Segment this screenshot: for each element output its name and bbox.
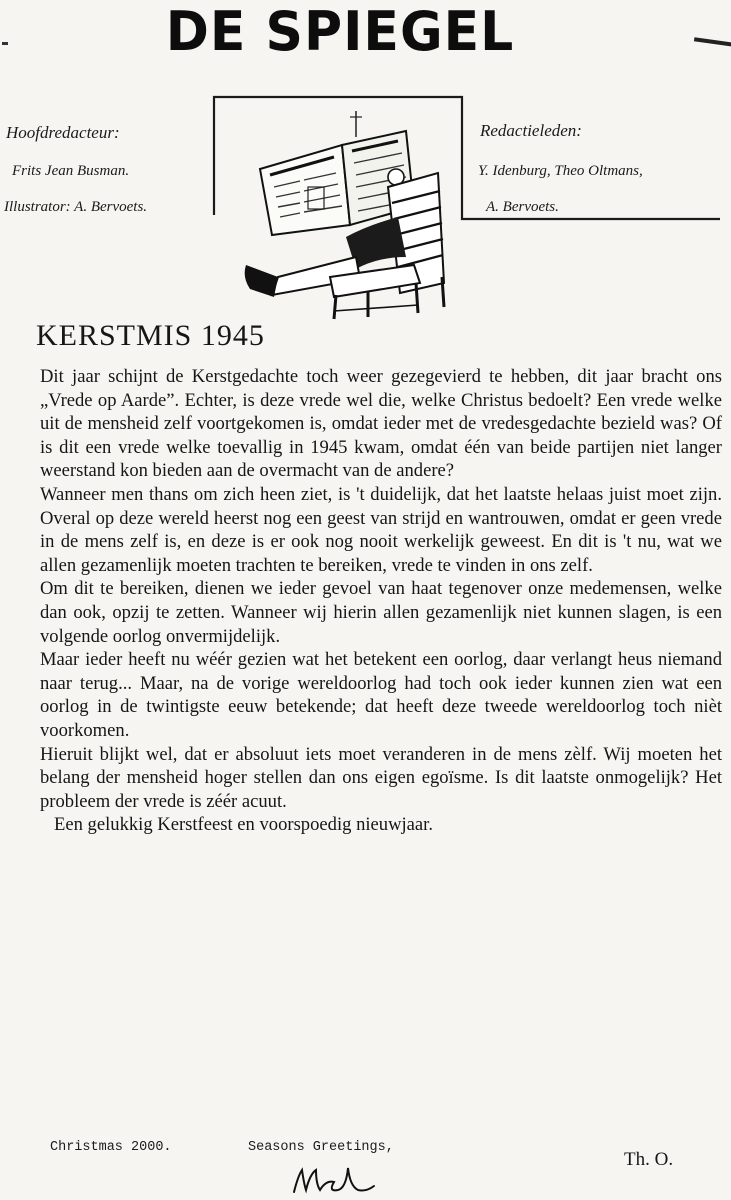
article-paragraph: Maar ieder heeft nu wéér gezien wat het betekent een oorlog, daar verlangt heus niemand naar terug... Maar, na de vorige wereldoorlog had toch ook ieder kunnen zien wat een oorlog in de twintigste eeuw betekende; dat heeft deze tweede wereldoorlog toch nièt voorkomen. — [40, 649, 722, 741]
footer-date-note: Christmas 2000. — [50, 1140, 172, 1155]
article-paragraph: Dit jaar schijnt de Kerstgedachte toch weer gezegevierd te hebben, dit jaar bracht ons „Vrede op Aarde”. Echter, is deze vrede wel die, welke Christus bedoelt? Een vrede welke uit de mensheid zelf voortgekomen is, omdat ieder met de vredesgedachte bezield was? Of is dit een vrede welke toevallig in 1945 kwam, omdat één van beide partijen niet langer weerstand kon bieden aan de overmacht van de andere? — [40, 366, 722, 482]
editors-label: Redactieleden: — [480, 121, 582, 140]
article-paragraph: Hieruit blijkt wel, dat er absoluut iets moet veranderen in de mens zèlf. Wij moeten het belang der mensheid hoger stellen dan ons eigen egoïsme. Is dit laatste onmogelijk? Het probleem der vrede is zéér acuut. — [40, 743, 722, 812]
article-body — [40, 365, 722, 837]
editors-names: Y. Idenburg, Theo Oltmans, — [478, 163, 643, 179]
chief-editor-label: Hoofdredacteur: — [6, 123, 120, 142]
author-initials: Th. O. — [624, 1149, 674, 1170]
scan-mark — [2, 42, 8, 45]
masthead-title: DE SPIEGEL — [165, 0, 515, 64]
illustrator-credit: Illustrator: A. Bervoets. — [4, 199, 148, 215]
chief-editor-name: Frits Jean Busman. — [12, 163, 130, 179]
footer-greeting: Seasons Greetings, — [248, 1140, 394, 1155]
article-closing: Een gelukkig Kerstfeest en voorspoedig nieuwjaar. — [54, 814, 433, 836]
credits-header — [0, 95, 731, 325]
scan-mark — [694, 37, 731, 47]
article-paragraph: Wanneer men thans om zich heen ziet, is 't duidelijk, dat het laatste helaas juist moet zijn. Overal op deze wereld heerst nog een geest van strijd en wantrouwen, omdat er geen vrede in de mens zelf is, en deze is er ook nog nooit werkelijk geweest. En dit is 't nu, wat we allen gezamenlijk moeten trachten te bereiken, vrede te vinden in ons zelf. — [40, 483, 722, 576]
editors-names: A. Bervoets. — [486, 199, 559, 215]
man-reading-newspaper-icon — [238, 107, 458, 322]
handwritten-signature — [288, 1162, 378, 1198]
article-paragraph: Om dit te bereiken, dienen we ieder gevoel van haat tegenover onze medemensen, welke dan ook, opzij te zetten. Wanneer wij hierin allen gezamenlijk niet kunnen slagen, is een volgende oorlog onvermijdelijk. — [40, 578, 722, 647]
article-title: KERSTMIS 1945 — [36, 319, 265, 352]
